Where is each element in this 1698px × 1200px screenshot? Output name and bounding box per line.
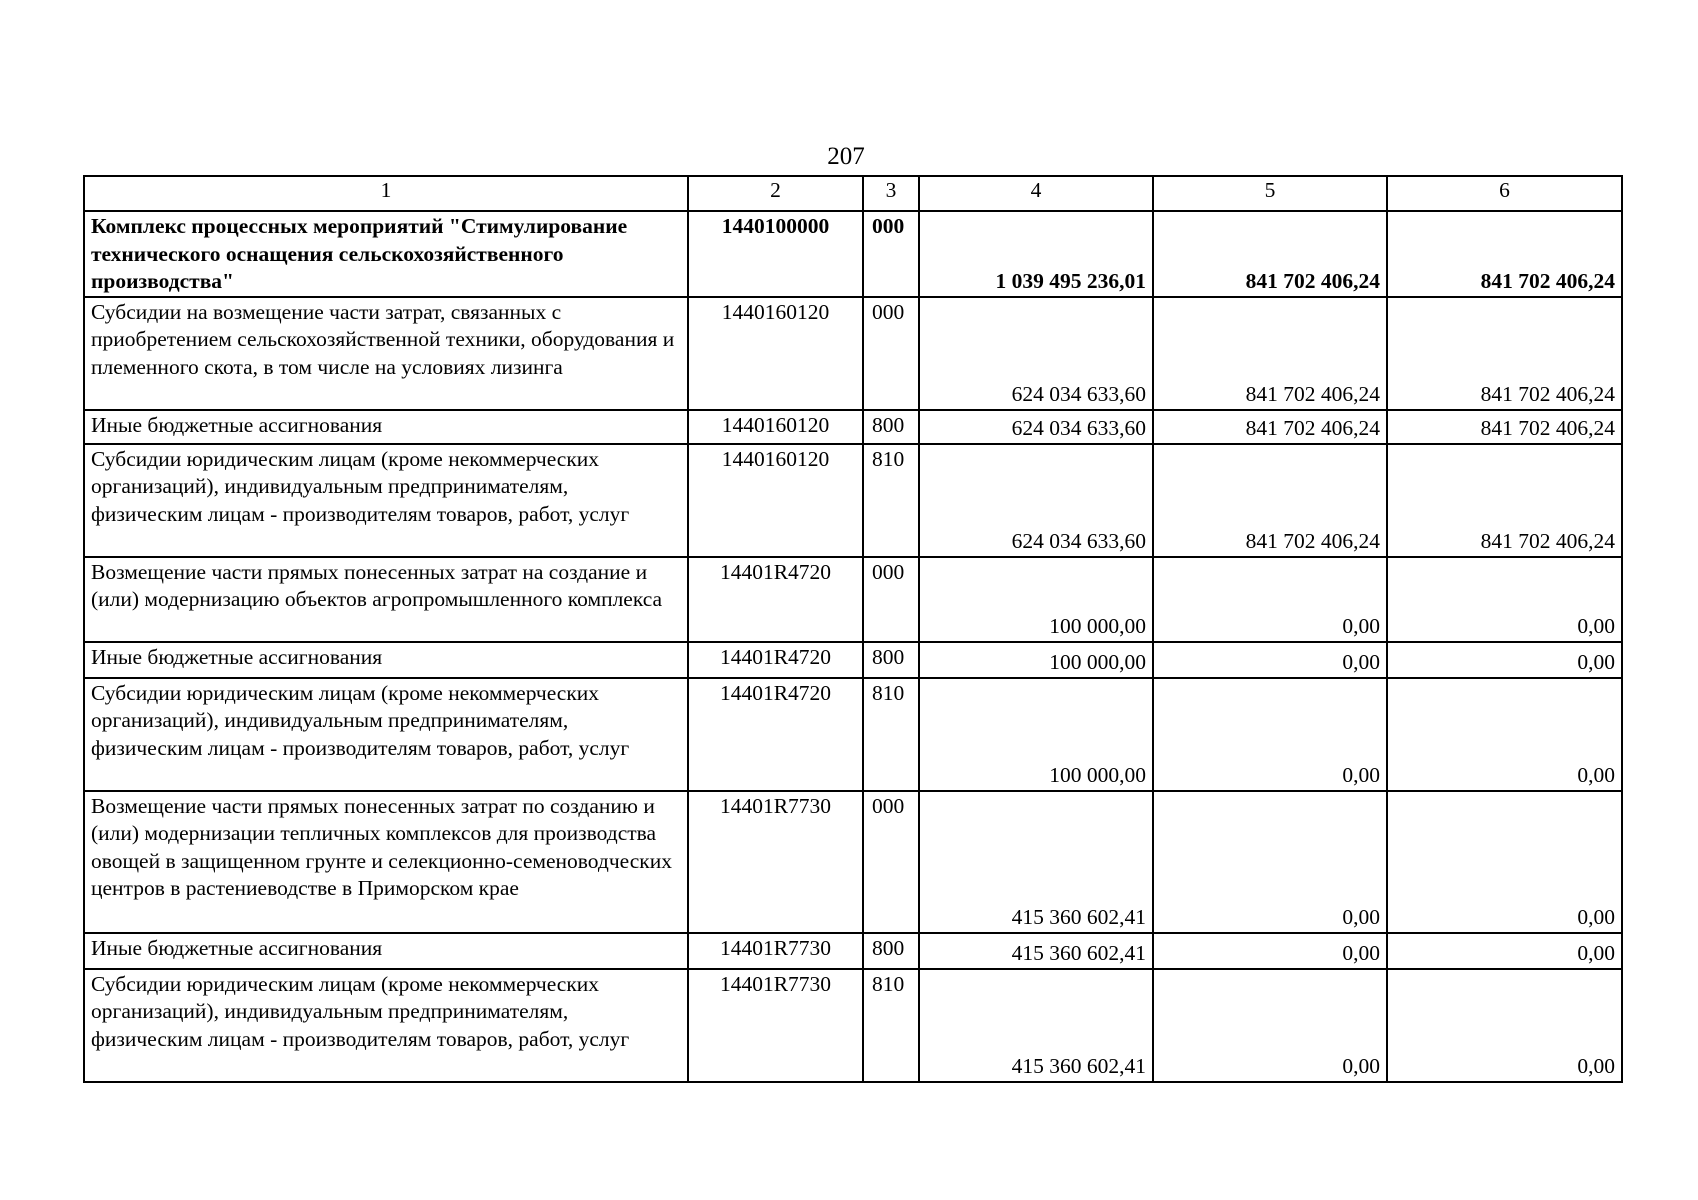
table-row (84, 791, 1622, 933)
row-target-code: 14401R4720 (688, 557, 863, 642)
page-number: 207 (827, 143, 865, 170)
row-expense-type: 810 (863, 678, 919, 791)
row-value-6: 0,00 (1387, 791, 1622, 933)
column-header-4: 4 (919, 176, 1153, 211)
row-expense-type: 810 (863, 444, 919, 557)
budget-table (83, 175, 1623, 1083)
row-value-5: 841 702 406,24 (1153, 444, 1387, 557)
table-row (84, 297, 1622, 410)
row-value-4: 415 360 602,41 (919, 933, 1153, 969)
row-expense-type: 000 (863, 791, 919, 933)
row-target-code: 14401R7730 (688, 969, 863, 1082)
table-row (84, 933, 1622, 969)
row-value-4: 100 000,00 (919, 678, 1153, 791)
row-value-4: 624 034 633,60 (919, 444, 1153, 557)
table-row (84, 211, 1622, 297)
row-name: Иные бюджетные ассигнования (84, 933, 688, 969)
column-header-3: 3 (863, 176, 919, 211)
row-name: Иные бюджетные ассигнования (84, 642, 688, 678)
table-row (84, 642, 1622, 678)
row-value-6: 841 702 406,24 (1387, 444, 1622, 557)
table-row (84, 678, 1622, 791)
row-value-5: 0,00 (1153, 557, 1387, 642)
row-value-5: 841 702 406,24 (1153, 211, 1387, 297)
row-value-6: 841 702 406,24 (1387, 297, 1622, 410)
table-row (84, 410, 1622, 444)
column-header-5: 5 (1153, 176, 1387, 211)
row-value-4: 100 000,00 (919, 642, 1153, 678)
row-target-code: 14401R4720 (688, 678, 863, 791)
row-name: Комплекс процессных мероприятий "Стимулирование технического оснащения сельскохозяйственного производства" (84, 211, 688, 297)
row-target-code: 1440160120 (688, 410, 863, 444)
column-header-6: 6 (1387, 176, 1622, 211)
row-target-code: 1440160120 (688, 297, 863, 410)
table-row (84, 557, 1622, 642)
row-value-5: 0,00 (1153, 642, 1387, 678)
row-expense-type: 000 (863, 557, 919, 642)
row-expense-type: 810 (863, 969, 919, 1082)
table-header-row (84, 176, 1622, 211)
row-target-code: 1440160120 (688, 444, 863, 557)
row-value-5: 0,00 (1153, 791, 1387, 933)
column-header-1: 1 (84, 176, 688, 211)
row-target-code: 14401R4720 (688, 642, 863, 678)
row-value-4: 415 360 602,41 (919, 791, 1153, 933)
table-row (84, 969, 1622, 1082)
row-value-6: 0,00 (1387, 642, 1622, 678)
row-name: Субсидии юридическим лицам (кроме некоммерческих организаций), индивидуальным предпринимателям, физическим лицам - производителям товаров, работ, услуг (84, 444, 688, 557)
column-header-2: 2 (688, 176, 863, 211)
row-name: Возмещение части прямых понесенных затрат по созданию и (или) модернизации тепличных комплексов для производства овощей в защищенном грунте и селекционно-семеноводческих центров в растениеводстве в Приморском крае (84, 791, 688, 933)
row-value-5: 841 702 406,24 (1153, 410, 1387, 444)
row-value-4: 624 034 633,60 (919, 297, 1153, 410)
row-value-6: 0,00 (1387, 557, 1622, 642)
row-name: Субсидии юридическим лицам (кроме некоммерческих организаций), индивидуальным предпринимателям, физическим лицам - производителям товаров, работ, услуг (84, 969, 688, 1082)
row-value-5: 841 702 406,24 (1153, 297, 1387, 410)
row-value-6: 0,00 (1387, 933, 1622, 969)
row-expense-type: 000 (863, 211, 919, 297)
row-value-4: 415 360 602,41 (919, 969, 1153, 1082)
row-target-code: 14401R7730 (688, 933, 863, 969)
row-value-4: 100 000,00 (919, 557, 1153, 642)
row-expense-type: 000 (863, 297, 919, 410)
row-value-6: 0,00 (1387, 969, 1622, 1082)
table-row (84, 444, 1622, 557)
row-expense-type: 800 (863, 642, 919, 678)
row-target-code: 14401R7730 (688, 791, 863, 933)
row-name: Иные бюджетные ассигнования (84, 410, 688, 444)
row-expense-type: 800 (863, 410, 919, 444)
row-value-6: 0,00 (1387, 678, 1622, 791)
row-value-4: 624 034 633,60 (919, 410, 1153, 444)
row-value-6: 841 702 406,24 (1387, 410, 1622, 444)
row-expense-type: 800 (863, 933, 919, 969)
row-value-4: 1 039 495 236,01 (919, 211, 1153, 297)
row-target-code: 1440100000 (688, 211, 863, 297)
row-value-5: 0,00 (1153, 678, 1387, 791)
row-value-5: 0,00 (1153, 933, 1387, 969)
row-name: Субсидии на возмещение части затрат, связанных с приобретением сельскохозяйственной техники, оборудования и племенного скота, в том числе на условиях лизинга (84, 297, 688, 410)
row-value-6: 841 702 406,24 (1387, 211, 1622, 297)
row-value-5: 0,00 (1153, 969, 1387, 1082)
row-name: Субсидии юридическим лицам (кроме некоммерческих организаций), индивидуальным предпринимателям, физическим лицам - производителям товаров, работ, услуг (84, 678, 688, 791)
row-name: Возмещение части прямых понесенных затрат на создание и (или) модернизацию объектов агропромышленного комплекса (84, 557, 688, 642)
